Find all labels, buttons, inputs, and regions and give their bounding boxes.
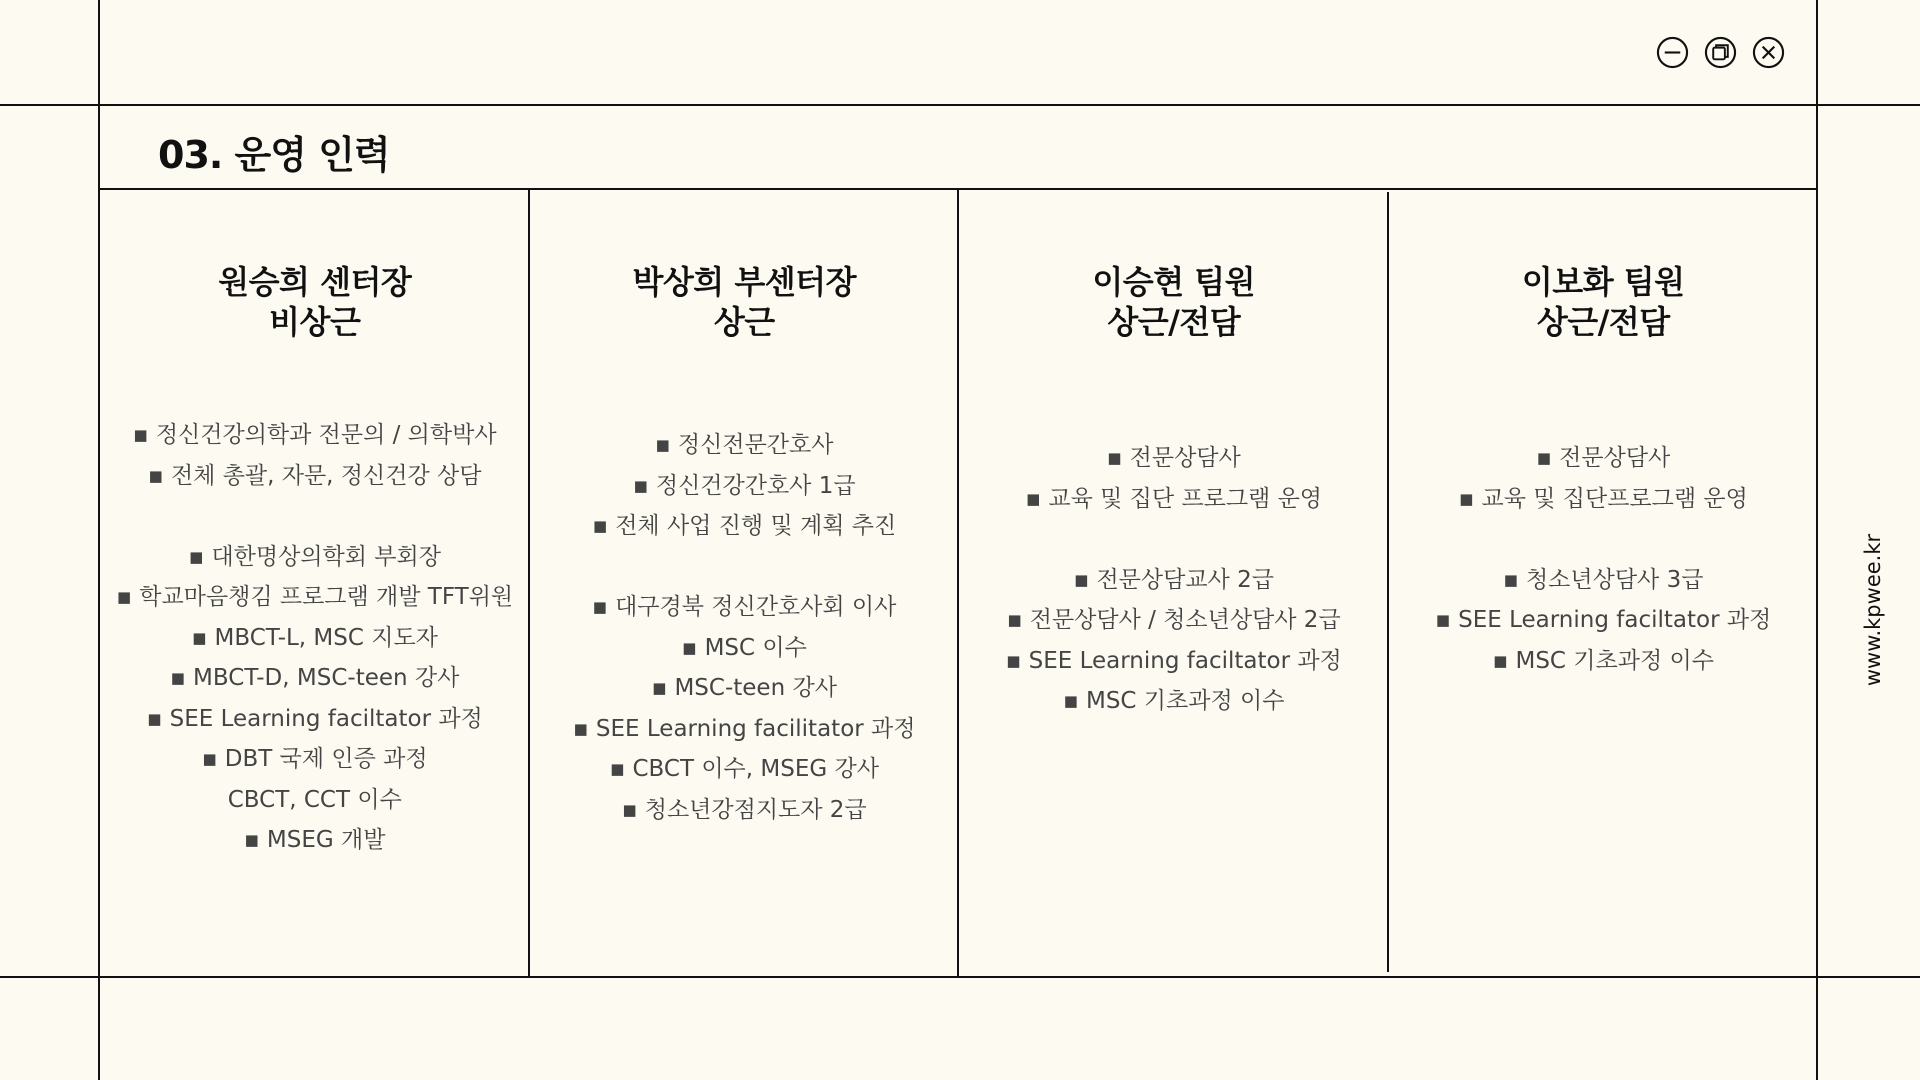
staff-qualification-list (959, 438, 1389, 722)
list-item: ▪ 대구경북 정신간호사회 이사 (592, 594, 897, 620)
staff-name: 이승현 팀원 (1092, 263, 1256, 301)
list-item: ▪ 학교마음챙김 프로그램 개발 TFT위원 (116, 584, 514, 610)
staff-role: 상근 (713, 303, 775, 341)
staff-column (100, 190, 530, 976)
staff-qualification-list (530, 425, 960, 830)
list-item: ▪ 교육 및 집단 프로그램 운영 (1025, 485, 1323, 512)
staff-columns (100, 190, 1818, 976)
list-item: ▪ DBT 국제 인증 과정 (201, 746, 428, 772)
staff-name: 박상희 부센터장 (632, 263, 857, 301)
list-item: ▪ MSC-teen 강사 (651, 675, 837, 701)
list-item: ▪ MSC 이수 (681, 634, 807, 661)
list-spacer (959, 519, 1389, 560)
frame-top-rule (0, 104, 1920, 106)
list-item: ▪ SEE Learning faciltator 과정 (1005, 647, 1342, 674)
list-item: ▪ MSC 기초과정 이수 (1063, 688, 1285, 714)
list-item: ▪ 청소년강점지도자 2급 (621, 796, 867, 823)
list-item: ▪ CBCT 이수, MSEG 강사 (609, 756, 879, 782)
page-title: 03. 운영 인력 (158, 133, 390, 177)
staff-column (959, 190, 1389, 976)
restore-window-icon[interactable] (1704, 36, 1737, 69)
staff-column (1389, 190, 1819, 976)
staff-role: 비상근 (269, 303, 361, 341)
list-item: ▪ 전문상담사 (1106, 445, 1241, 471)
x-circle-icon[interactable] (1752, 36, 1785, 69)
list-item: ▪ MBCT-L, MSC 지도자 (191, 624, 438, 651)
frame-bottom-rule (0, 976, 1920, 978)
staff-role: 상근/전담 (1107, 303, 1241, 341)
staff-name: 원승희 센터장 (218, 263, 412, 301)
minus-circle-icon[interactable] (1656, 36, 1689, 69)
list-spacer (1389, 519, 1819, 560)
list-item: ▪ SEE Learning faciltator 과정 (1435, 607, 1772, 633)
list-item: ▪ 전체 사업 진행 및 계획 추진 (592, 513, 897, 539)
list-item: CBCT, CCT 이수 (227, 786, 402, 813)
list-item: ▪ MBCT-D, MSC-teen 강사 (170, 665, 460, 691)
list-item: ▪ 정신건강의학과 전문의 / 의학박사 (132, 422, 497, 448)
list-item: ▪ 청소년상담사 3급 (1503, 566, 1704, 593)
staff-role: 상근/전담 (1536, 303, 1670, 341)
staff-qualification-list (100, 415, 530, 861)
list-item: ▪ 전문상담사 / 청소년상담사 2급 (1006, 607, 1341, 633)
list-item: ▪ SEE Learning faciltator 과정 (146, 705, 483, 732)
list-item: ▪ 대한명상의학회 부회장 (188, 543, 441, 570)
site-url: www.kpwee.kr (1861, 533, 1885, 687)
list-item: ▪ MSEG 개발 (244, 827, 386, 853)
staff-qualification-list (1389, 438, 1819, 681)
window-controls (1656, 36, 1785, 69)
staff-name: 이보화 팀원 (1521, 263, 1685, 301)
list-item: ▪ 교육 및 집단프로그램 운영 (1458, 485, 1748, 512)
list-spacer (530, 547, 960, 588)
staff-column (530, 190, 960, 976)
list-item: ▪ 정신전문간호사 (655, 432, 834, 458)
list-spacer (100, 496, 530, 537)
list-item: ▪ 정신건강간호사 1급 (632, 472, 856, 499)
list-item: ▪ 전체 총괄, 자문, 정신건강 상담 (148, 462, 482, 489)
list-item: ▪ 전문상담교사 2급 (1073, 566, 1274, 593)
list-item: ▪ MSC 기초과정 이수 (1492, 647, 1714, 674)
list-item: ▪ 전문상담사 (1536, 445, 1671, 471)
list-item: ▪ SEE Learning facilitator 과정 (573, 715, 916, 742)
